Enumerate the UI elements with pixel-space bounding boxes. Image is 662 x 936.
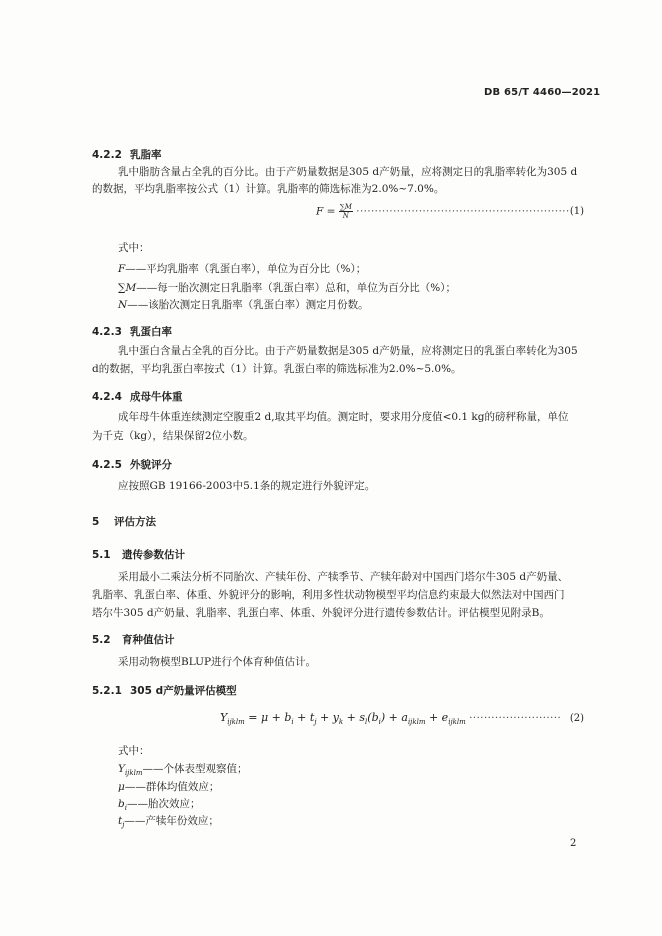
section-5-2-1-heading	[92, 683, 237, 698]
leader-dots: ··························································	[356, 206, 570, 218]
section-number: 5.2.1	[92, 685, 122, 697]
section-4-2-3-heading	[92, 324, 172, 339]
symbol: $Y_{ijklm}$	[118, 763, 143, 778]
formula-1	[316, 203, 584, 220]
paragraph-line: d的数据，平均乳蛋白率按式（1）计算。乳蛋白率的筛选标准为2.0%~5.0%。	[92, 363, 462, 375]
definition-b	[118, 796, 200, 812]
definition-f	[118, 261, 366, 276]
definition-text: ——个体表型观察值；	[142, 763, 248, 775]
paragraph-line: 应按照GB 19166-2003中5.1条的规定进行外貌评定。	[118, 480, 376, 492]
section-number: 5.2	[92, 634, 111, 646]
section-number: 4.2.2	[92, 149, 122, 161]
paragraph-line: 为千克（kg），结果保留2位小数。	[92, 430, 254, 442]
formula-2-expression: $Y_{ijklm} = \mu + b_i + t_j + y_k + s_l(b_i) + a_{ijklm} + e_{ijklm}$	[220, 711, 466, 727]
section-title: 外貌评分	[130, 459, 172, 471]
formula-lhs: F =	[316, 205, 336, 218]
section-5-1-heading	[92, 547, 185, 562]
where-label: 式中：	[118, 745, 150, 757]
formula-2	[220, 711, 584, 726]
section-number: 5	[92, 516, 100, 528]
definition-n	[118, 297, 369, 312]
section-5-heading	[92, 514, 156, 529]
section-number: 5.1	[92, 549, 111, 561]
symbol: μ	[118, 781, 125, 793]
symbol: N	[118, 299, 128, 311]
section-title: 305 d产奶量评估模型	[130, 685, 237, 697]
equation-number: (1)	[569, 206, 584, 217]
definition-text: ——群体均值效应；	[124, 781, 220, 793]
paragraph-line: 采用最小二乘法分析不同胎次、产犊年份、产犊季节、产犊年龄对中国西门塔尔牛305 d产奶量、	[118, 571, 569, 583]
document-number: DB 65/T 4460—2021	[484, 87, 601, 98]
page-number: 2	[570, 838, 577, 849]
definition-y	[118, 761, 247, 777]
leader-dots: ·························	[469, 713, 562, 724]
section-number: 4.2.5	[92, 459, 122, 471]
paragraph-line: 乳中脂肪含量占全乳的百分比。由于产奶量数据是305 d产奶量，应将测定日的乳脂率转化为305 d	[118, 166, 578, 178]
definition-t	[118, 813, 219, 829]
symbol: ∑M	[118, 282, 137, 294]
definition-mu	[118, 779, 219, 794]
section-title: 乳脂率	[130, 149, 162, 161]
paragraph-line: 塔尔牛305 d产奶量、乳脂率、乳蛋白率、体重、外貌评分进行遗传参数估计。评估模型见附录B。	[92, 607, 550, 619]
where-label: 式中：	[118, 242, 150, 254]
section-number: 4.2.3	[92, 326, 122, 338]
section-title: 评估方法	[114, 516, 156, 528]
section-title: 育种值估计	[122, 634, 175, 646]
section-title: 遗传参数估计	[122, 549, 185, 561]
symbol: $b_i$	[118, 798, 127, 813]
definition-m	[118, 280, 456, 295]
definition-text: ——胎次效应；	[126, 798, 201, 810]
formula-fraction	[339, 203, 353, 220]
section-number: 4.2.4	[92, 391, 122, 403]
section-4-2-5-heading	[92, 457, 172, 472]
symbol: F	[118, 263, 126, 275]
section-title: 乳蛋白率	[130, 326, 172, 338]
formula-denominator: N	[342, 212, 349, 220]
section-4-2-2-heading	[92, 147, 162, 162]
section-5-2-heading	[92, 632, 175, 647]
section-4-2-4-heading	[92, 389, 183, 404]
paragraph-line: 成年母牛体重连续测定空腹重2 d,取其平均值。测定时，要求用分度值<0.1 kg的磅秤称量，单位	[118, 411, 569, 423]
paragraph-line: 乳中蛋白含量占全乳的百分比。由于产奶量数据是305 d产奶量，应将测定日的乳蛋白率转化为305	[118, 345, 578, 357]
paragraph-line: 乳脂率、乳蛋白率、体重、外貌评分的影响，利用多性状动物模型平均信息约束最大似然法对中国西门	[92, 589, 565, 601]
definition-text: ——产犊年份效应；	[124, 815, 219, 827]
definition-text: ——该胎次测定日乳脂率（乳蛋白率）测定月份数。	[127, 299, 369, 311]
definition-text: ——平均乳脂率（乳蛋白率），单位为百分比（%）；	[125, 263, 367, 275]
section-title: 成母牛体重	[130, 391, 183, 403]
paragraph-line: 采用动物模型BLUP进行个体育种值估计。	[118, 656, 317, 668]
formula-numerator: ∑M	[339, 203, 352, 211]
definition-text: ——每一胎次测定日乳脂率（乳蛋白率）总和，单位为百分比（%）；	[136, 282, 456, 294]
symbol: $t_j$	[118, 815, 125, 830]
paragraph-line: 的数据，平均乳脂率按公式（1）计算。乳脂率的筛选标准为2.0%~7.0%。	[92, 183, 445, 195]
equation-number: (2)	[569, 713, 584, 724]
